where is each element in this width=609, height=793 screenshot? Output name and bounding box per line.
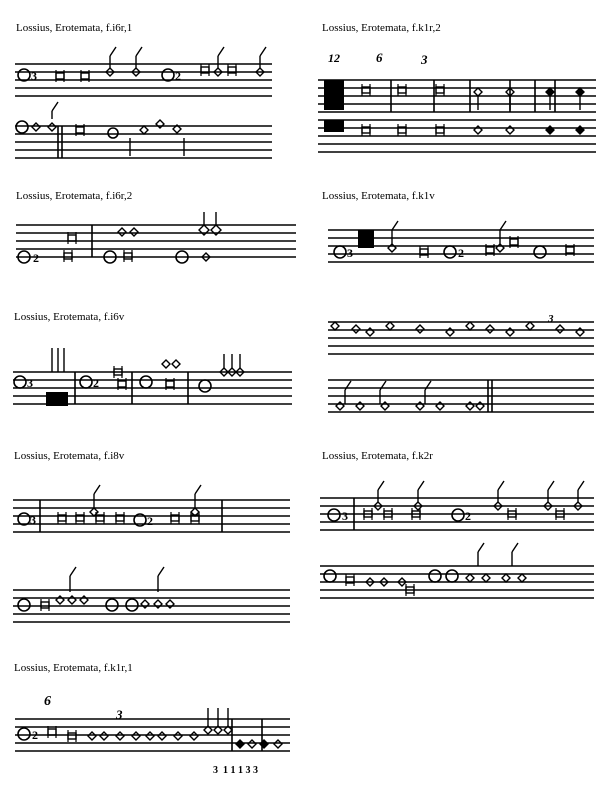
note-head <box>100 732 108 740</box>
note-brevis <box>510 239 518 245</box>
note-head <box>546 88 554 96</box>
note-brevis <box>64 253 72 259</box>
note-flag <box>418 481 424 490</box>
note-head <box>386 322 394 330</box>
numeral-6-k1r1: 6 <box>44 694 51 709</box>
note-head <box>116 732 124 740</box>
caption-ex1: Lossius, Erotemata, f.i6r,1 <box>16 22 133 34</box>
note-brevis <box>166 381 174 387</box>
mensuration-circle <box>14 376 26 388</box>
note-brevis <box>68 733 76 739</box>
ligature-block <box>46 392 68 406</box>
note-head <box>118 228 126 236</box>
mensuration-digit: 3 <box>347 246 353 260</box>
note-brevis <box>56 73 64 79</box>
mensuration-circle <box>140 376 152 388</box>
mensuration-circle <box>106 599 118 611</box>
mensuration-digit: 2 <box>33 251 39 265</box>
note-head <box>576 88 584 96</box>
caption-ex6: Lossius, Erotemata, f.i8v <box>14 450 125 462</box>
note-brevis <box>48 729 56 735</box>
mensuration-circle <box>334 246 346 258</box>
note-brevis <box>118 381 126 387</box>
note-head <box>486 325 494 333</box>
mensuration-digit: 3 <box>30 513 36 527</box>
caption-ex5: Lossius, Erotemata, f.i6v <box>14 311 125 323</box>
note-head <box>502 574 510 582</box>
caption-ex7: Lossius, Erotemata, f.k2r <box>322 450 433 462</box>
numeral-3: 3 <box>421 52 428 67</box>
note-head <box>146 732 154 740</box>
note-flag <box>478 543 484 552</box>
mensuration-circle <box>534 246 546 258</box>
note-head <box>474 88 482 96</box>
mensuration-circle <box>199 380 211 392</box>
note-head <box>236 740 244 748</box>
ligature-block <box>324 120 344 132</box>
note-head <box>88 732 96 740</box>
mensuration-circle <box>18 728 30 740</box>
note-head <box>190 732 198 740</box>
note-head <box>331 322 339 330</box>
note-brevis <box>41 602 49 608</box>
caption-ex8: Lossius, Erotemata, f.k1r,1 <box>14 662 133 674</box>
note-flag <box>378 481 384 490</box>
note-brevis <box>124 253 132 259</box>
mensuration-digit: 2 <box>93 376 99 390</box>
note-head <box>466 574 474 582</box>
note-head <box>174 732 182 740</box>
note-flag <box>136 47 142 56</box>
ligature-block <box>358 230 374 248</box>
mensuration-circle <box>446 570 458 582</box>
note-flag <box>218 47 224 56</box>
note-brevis <box>76 127 84 133</box>
mensuration-digit: 3 <box>342 509 348 523</box>
note-head <box>140 126 148 134</box>
mensuration-digit: 2 <box>458 246 464 260</box>
note-brevis <box>486 247 494 253</box>
note-head <box>526 322 534 330</box>
note-flag <box>158 567 164 576</box>
numeral-3-k1r1-b: 3 <box>116 707 123 722</box>
note-head <box>248 740 256 748</box>
note-brevis <box>566 247 574 253</box>
note-flag <box>70 567 76 576</box>
note-head <box>130 228 138 236</box>
mensuration-circle <box>429 570 441 582</box>
note-head <box>156 120 164 128</box>
note-flag <box>512 543 518 552</box>
note-head <box>162 360 170 368</box>
note-head <box>416 325 424 333</box>
mensuration-circle <box>328 509 340 521</box>
mensuration-circle <box>444 246 456 258</box>
ligature-block <box>324 80 344 110</box>
note-brevis <box>81 73 89 79</box>
note-flag <box>578 481 584 490</box>
mensuration-circle <box>324 570 336 582</box>
caption-ex3: Lossius, Erotemata, f.i6r,2 <box>16 190 133 202</box>
note-flag <box>500 221 506 230</box>
mensuration-circle <box>452 509 464 521</box>
mensuration-circle <box>108 128 118 138</box>
note-flag <box>392 221 398 230</box>
mensuration-digit: 3 <box>27 376 33 390</box>
note-head <box>32 123 40 131</box>
note-head <box>518 574 526 582</box>
mensuration-digit: 2 <box>32 728 38 742</box>
note-flag <box>195 485 201 494</box>
numeral-12: 12 <box>328 51 340 65</box>
note-head <box>482 574 490 582</box>
note-flag <box>498 481 504 490</box>
note-flag <box>110 47 116 56</box>
mensuration-digit: 2 <box>175 69 181 83</box>
note-head <box>466 322 474 330</box>
note-head <box>172 360 180 368</box>
note-head <box>48 123 56 131</box>
mensuration-circle <box>126 599 138 611</box>
mensuration-digit: 2 <box>147 514 153 528</box>
note-flag <box>94 485 100 494</box>
note-head <box>352 325 360 333</box>
note-flag <box>260 47 266 56</box>
note-head <box>132 732 140 740</box>
numeral-6: 6 <box>376 50 383 65</box>
note-flag <box>548 481 554 490</box>
note-head <box>556 325 564 333</box>
mensuration-circle <box>80 376 92 388</box>
caption-ex4: Lossius, Erotemata, f.k1v <box>322 190 435 202</box>
note-brevis <box>68 235 76 241</box>
note-head <box>158 732 166 740</box>
note-flag <box>52 102 58 111</box>
numeral-3-k2r: 3 <box>548 313 554 325</box>
numerals-bottom-k1r1: 3 1 1 1 3 3 <box>213 765 258 776</box>
note-head <box>274 740 282 748</box>
caption-ex2: Lossius, Erotemata, f.k1r,2 <box>322 22 441 34</box>
mensuration-circle <box>16 121 28 133</box>
mensuration-digit: 2 <box>465 509 471 523</box>
mensuration-circle <box>18 599 30 611</box>
mensuration-digit: 3 <box>31 69 37 83</box>
